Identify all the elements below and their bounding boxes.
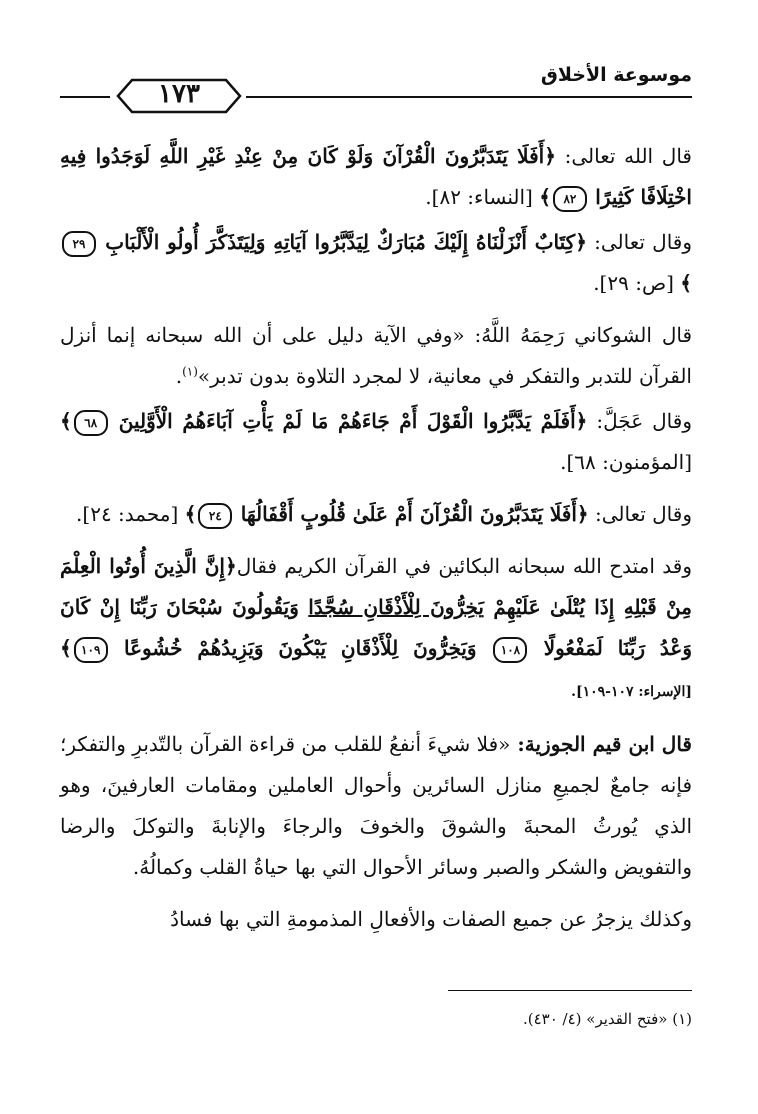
footnote-1 [60, 1008, 692, 1030]
intro-text: وقال تعالى: [588, 502, 692, 526]
paragraph-6 [60, 546, 692, 713]
continuing-text: وكذلك يزجرُ عن جميع الصفات والأفعالِ المذمومةِ التي بها فسادُ [170, 907, 692, 931]
footnote-marker[interactable]: (١) [182, 364, 198, 379]
quran-verse-part-c: وَيَخِرُّونَ لِلْأَذْقَانِ يَبْكُونَ وَيَزِيدُهُمْ خُشُوعًا [123, 636, 492, 660]
page-number-badge [114, 76, 244, 114]
ayah-number-marker: ٨٢ [553, 186, 587, 212]
intro-text: وقال تعالى: [586, 230, 693, 254]
quran-verse-part-a: ﴿إِنَّ الَّذِينَ أُوتُوا الْعِلْمَ مِنْ قَبْلِهِ إِذَا يُتْلَىٰ عَلَيْهِمْ [60, 554, 692, 619]
quran-verse: ﴿أَفَلَمْ يَدَّبَّرُوا الْقَوْلَ أَمْ جَاءَهُمْ مَا لَمْ يَأْتِ آبَاءَهُمُ الْأَوَّلِينَ [118, 409, 588, 433]
quran-verse: ﴿أَفَلَا يَتَدَبَّرُونَ الْقُرْآنَ أَمْ عَلَىٰ قُلُوبٍ أَقْفَالُهَا [240, 502, 589, 526]
main-text [60, 136, 692, 951]
verse-reference: [ص: ٢٩]. [593, 271, 681, 295]
ayah-number-marker: ٢٤ [198, 503, 232, 529]
verse-reference: [النساء: ٨٢]. [425, 185, 540, 209]
footnote-divider [448, 990, 692, 991]
page-number: ١٧٣ [158, 79, 200, 109]
paragraph-8 [60, 899, 692, 940]
verse-close-bracket: ﴾ [60, 636, 72, 660]
paragraph-1 [60, 136, 692, 218]
verse-reference: [المؤمنون: ٦٨]. [560, 450, 692, 474]
paragraph-5 [60, 494, 692, 535]
quote-text: قال الشوكاني رَحِمَهُ اللَّهُ: «وفي الآية دليل على أن الله سبحانه إنما أنزل القرآن للتدبر والتفكر في معانية، لا لمجرد التلاوة بدون تدبر» [60, 323, 692, 388]
header-rule-left [60, 96, 110, 98]
paragraph-3 [60, 315, 692, 397]
header-rule-right [246, 96, 692, 98]
footnote-text: «فتح القدير» (٤/ ٤٣٠). [522, 1010, 668, 1028]
verse-close-bracket: ﴾ [539, 185, 551, 209]
paragraph-2 [60, 222, 692, 304]
ayah-number-marker: ٦٨ [74, 410, 108, 436]
verse-close-bracket: ﴾ [184, 502, 197, 526]
intro-text: وقد امتدح الله سبحانه البكائين في القرآن الكريم فقال [236, 554, 692, 578]
ayah-number-marker: ١٠٩ [74, 637, 108, 663]
ayah-number-marker: ١٠٨ [493, 637, 527, 663]
verse-close-bracket: ﴾ [60, 409, 72, 433]
page-header [60, 60, 692, 109]
quran-verse-underlined: يَخِرُّونَ لِلْأَذْقَانِ سُجَّدًا [308, 595, 484, 619]
quote-end: . [175, 364, 183, 388]
paragraph-4 [60, 401, 692, 483]
book-title: موسوعة الأخلاق [540, 64, 692, 86]
ayah-number-marker: ٢٩ [62, 231, 96, 257]
quran-verse-part-b: وَيَقُولُونَ سُبْحَانَ رَبِّنَا إِنْ كَانَ وَعْدُ رَبِّنَا لَمَفْعُولًا [60, 595, 692, 660]
quote-text: «فلا شيءَ أنفعُ للقلب من قراءة القرآن بالتّدبرِ والتفكر؛ فإنه جامعٌ لجميعِ منازل السائرين وأحوال العاملين ومقامات العارفينَ، وهو الذي يُورثُ المحبةَ والشوقَ والخوفَ والرجاءَ والإنابةَ والتوكلَ والرضا والتفويض والشكر والصبر وسائر الأحوال التي بها حياةُ القلب وكمالُهُ. [60, 732, 692, 879]
footnote-number: (١) [672, 1010, 692, 1028]
intro-text: قال الله تعالى: [555, 144, 692, 168]
quote-author: قال ابن قيم الجوزية: [510, 732, 692, 756]
verse-reference: [الإسراء: ١٠٧-١٠٩]. [571, 684, 692, 700]
quran-verse: ﴿أَفَلَا يَتَدَبَّرُونَ الْقُرْآنَ وَلَوْ كَانَ مِنْ عِنْدِ غَيْرِ اللَّهِ لَوَجَدُوا فِيهِ اخْتِلَافًا كَثِيرًا [60, 144, 692, 209]
paragraph-7 [60, 724, 692, 888]
verse-close-bracket: ﴾ [680, 271, 692, 295]
verse-reference: [محمد: ٢٤]. [76, 502, 185, 526]
quran-verse: ﴿كِتَابٌ أَنْزَلْنَاهُ إِلَيْكَ مُبَارَكٌ لِيَدَّبَّرُوا آيَاتِهِ وَلِيَتَذَكَّرَ أُولُو الْأَلْبَابِ [105, 230, 587, 254]
intro-text: وقال عَجَلَّ: [587, 409, 692, 433]
